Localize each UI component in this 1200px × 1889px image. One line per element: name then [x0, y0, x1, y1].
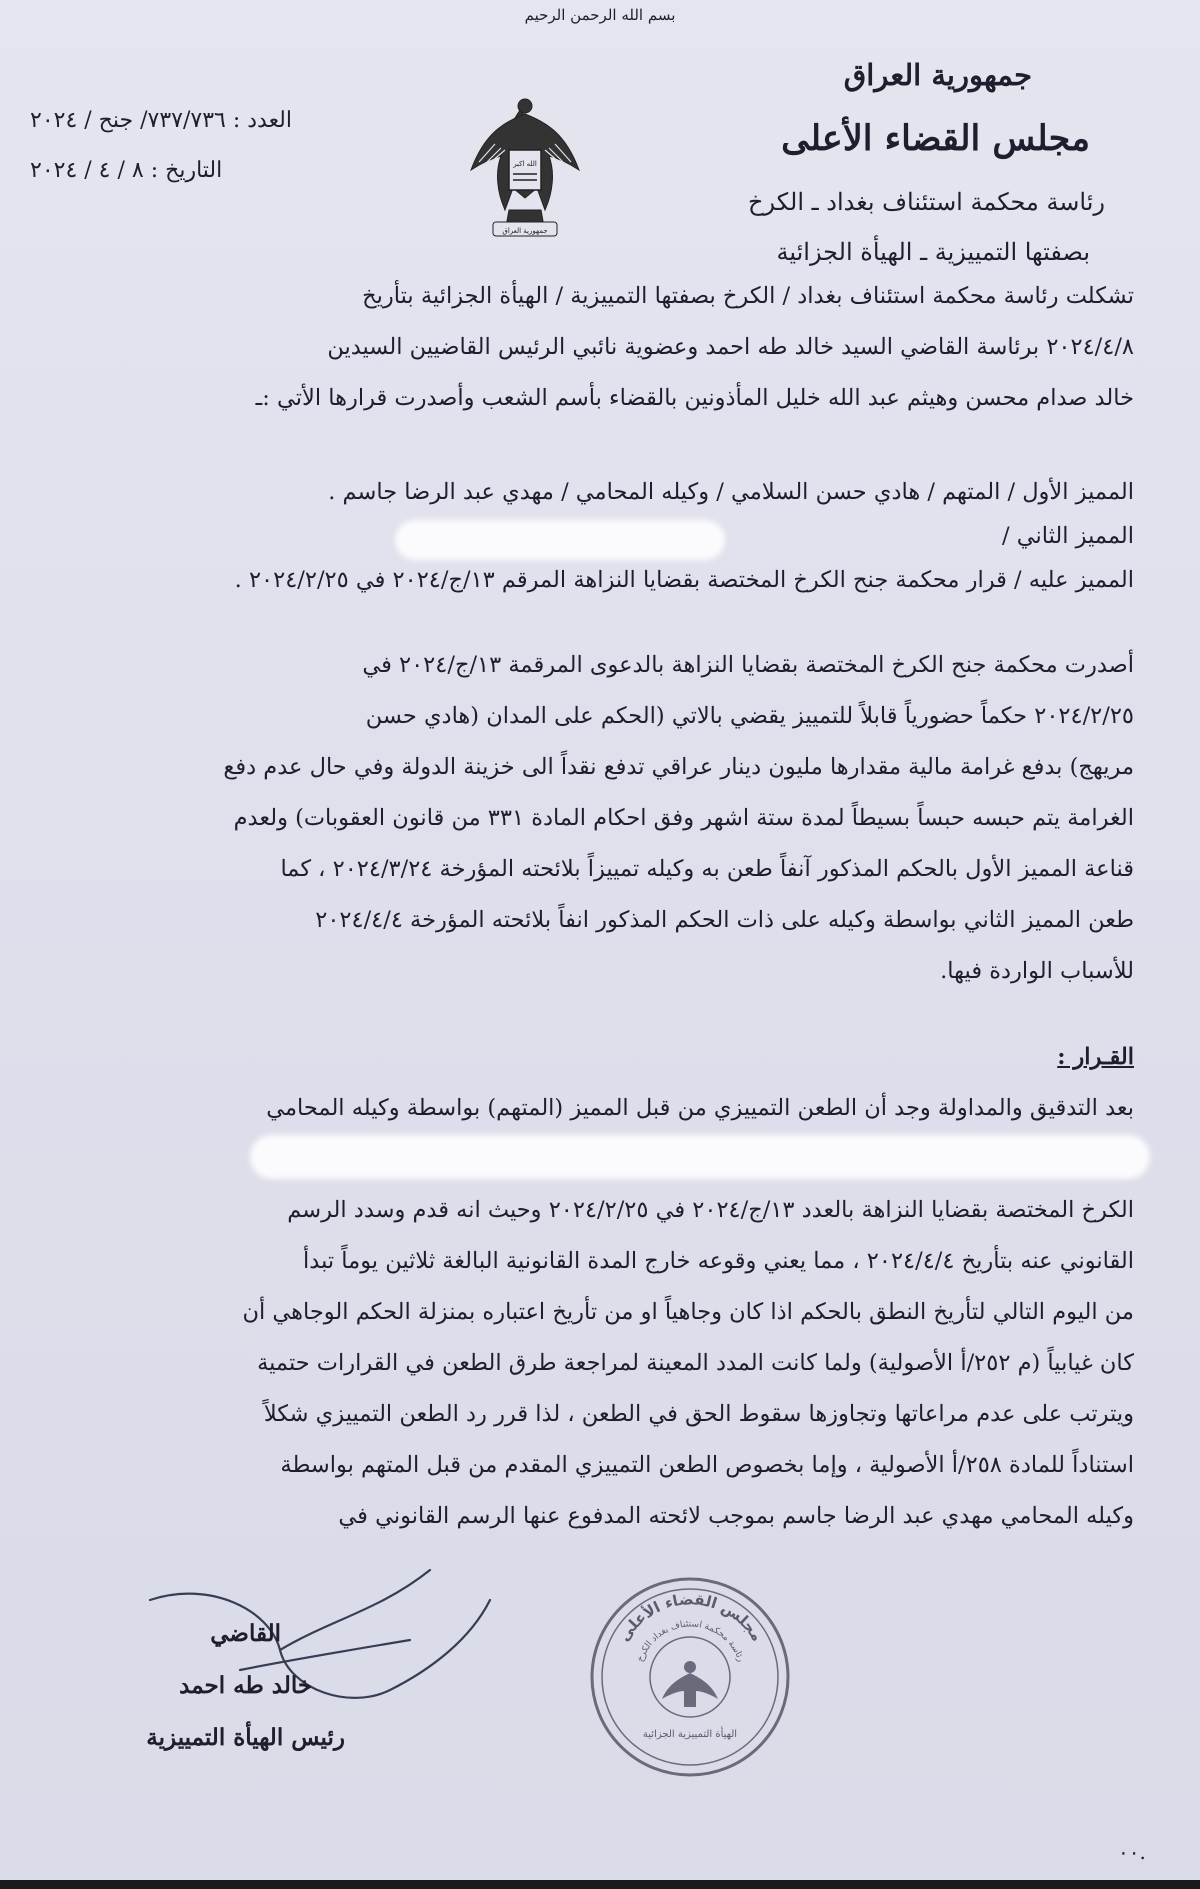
bottom-edge-bar: [0, 1880, 1200, 1889]
seal-inner-text: رئاسة محكمة استئناف بغداد الكرخ: [635, 1619, 746, 1664]
judge-title: القاضي: [210, 1620, 281, 1647]
decision-line: وكيله المحامي مهدي عبد الرضا جاسم بموجب لائحته المدفوع عنها الرسم القانوني في: [338, 1503, 1134, 1529]
reference-number: العدد : ٧٣٧/٧٣٦/ جنح / ٢٠٢٤: [30, 108, 292, 133]
seal-outer-text: مجلس القضاء الأعلى: [614, 1590, 767, 1645]
reference-date: التاريخ : ٨ / ٤ / ٢٠٢٤: [30, 158, 223, 183]
decision-line: كان غيابياً (م ٢٥٢/أ الأصولية) ولما كانت المدد المعينة لمراجعة طرق الطعن في القرارات حتمية: [257, 1350, 1134, 1376]
decision-line: ويترتب على عدم مراعاتها وتجاوزها سقوط الحق في الطعن ، لذا قرر رد الطعن التمييزي شكلاً: [263, 1401, 1134, 1427]
decision-section: [54, 1032, 1134, 1542]
intro-line: تشكلت رئاسة محكمة استئناف بغداد / الكرخ بصفتها التمييزية / الهيأة الجزائية بتأريخ: [362, 283, 1134, 309]
redaction-mark: [250, 1135, 1150, 1179]
header-council: مجلس القضاء الأعلى: [781, 118, 1090, 159]
facts-line: ٢٠٢٤/٢/٢٥ حكماً حضورياً قابلاً للتمييز يقضي بالاتي (الحكم على المدان (هادي حسن: [365, 703, 1134, 729]
facts-line: مريهج) بدفع غرامة مالية مقدارها مليون دينار عراقي تدفع نقداً الى خزينة الدولة وفي حال عدم دفع: [223, 754, 1134, 780]
intro-paragraph: [54, 271, 1134, 424]
party-first: المميز الأول / المتهم / هادي حسن السلامي / وكيله المحامي / مهدي عبد الرضا جاسم .: [328, 479, 1134, 505]
party-respondent: المميز عليه / قرار محكمة جنح الكرخ المختصة بقضايا النزاهة المرقم ١٣/ج/٢٠٢٤ في ٢٠٢٤/٢/٢٥ .: [234, 567, 1134, 593]
judge-signature-block: [146, 1608, 345, 1764]
decision-line: بعد التدقيق والمداولة وجد أن الطعن التمييزي من قبل المميز (المتهم) بواسطة وكيله المحامي: [266, 1095, 1134, 1121]
basmala: بسم الله الرحمن الرحيم: [524, 6, 676, 24]
svg-text:رئاسة محكمة استئناف بغداد الكر: [636, 1619, 746, 1663]
page-number: ٠٠.: [1118, 1840, 1146, 1864]
decision-line: من اليوم التالي لتأريخ النطق بالحكم اذا كان وجاهياً او من تأريخ اعتباره بمنزلة الحكم الوجاهي أن: [242, 1299, 1134, 1325]
decision-line: القانوني عنه بتأريخ ٢٠٢٤/٤/٤ ، مما يعني وقوعه خارج المدة القانونية البالغة ثلاثين يوماً تبدأ: [303, 1248, 1134, 1274]
decision-line: استناداً للمادة ٢٥٨/أ الأصولية ، وإما بخصوص الطعن التمييزي المقدم من قبل المتهم بواسطة: [280, 1452, 1134, 1478]
emblem-banner-text: جمهورية العراق: [502, 227, 548, 235]
intro-line: ٢٠٢٤/٤/٨ برئاسة القاضي السيد خالد طه احمد وعضوية نائبي الرئيس القاضيين السيدين: [327, 334, 1134, 360]
redaction-mark: [395, 520, 725, 560]
judge-name: خالد طه احمد: [179, 1672, 313, 1699]
party-second: المميز الثاني /: [1002, 523, 1134, 549]
header-panel: بصفتها التمييزية ـ الهيأة الجزائية: [776, 238, 1090, 266]
judge-role: رئيس الهيأة التمييزية: [146, 1724, 345, 1751]
facts-paragraph: [54, 640, 1134, 997]
emblem-panel-text: الله اكبر: [513, 160, 537, 168]
facts-line: للأسباب الواردة فيها.: [940, 958, 1134, 984]
iraq-eagle-emblem-icon: [465, 92, 585, 242]
facts-line: طعن المميز الثاني بواسطة وكيله على ذات الحكم المذكور انفاً بلائحته المؤرخة ٢٠٢٤/٤/٤: [315, 907, 1134, 933]
intro-line: خالد صدام محسن وهيثم عبد الله خليل المأذونين بالقضاء بأسم الشعب وأصدرت قرارها الأتي :ـ: [255, 385, 1134, 411]
header-court: رئاسة محكمة استئناف بغداد ـ الكرخ: [748, 188, 1105, 216]
facts-line: قناعة المميز الأول بالحكم المذكور آنفاً طعن به وكيله تمييزاً بلائحته المؤرخة ٢٠٢٤/٣/٢٤ ، كما: [280, 856, 1134, 882]
facts-line: أصدرت محكمة جنح الكرخ المختصة بقضايا النزاهة بالدعوى المرقمة ١٣/ج/٢٠٢٤ في: [362, 652, 1134, 678]
facts-line: الغرامة يتم حبسه حبساً بسيطاً لمدة ستة اشهر وفق احكام المادة ٣٣١ من قانون العقوبات) ولعدم: [233, 805, 1134, 831]
decision-line: الكرخ المختصة بقضايا النزاهة بالعدد ١٣/ج/٢٠٢٤ في ٢٠٢٤/٢/٢٥ وحيث انه قدم وسدد الرسم: [287, 1197, 1134, 1223]
seal-bottom-text: الهيأة التمييزية الجزائية: [642, 1729, 738, 1740]
decision-title: القـرار :: [1057, 1044, 1134, 1070]
court-seal-icon: [588, 1575, 793, 1780]
header-republic: جمهورية العراق: [843, 58, 1032, 92]
